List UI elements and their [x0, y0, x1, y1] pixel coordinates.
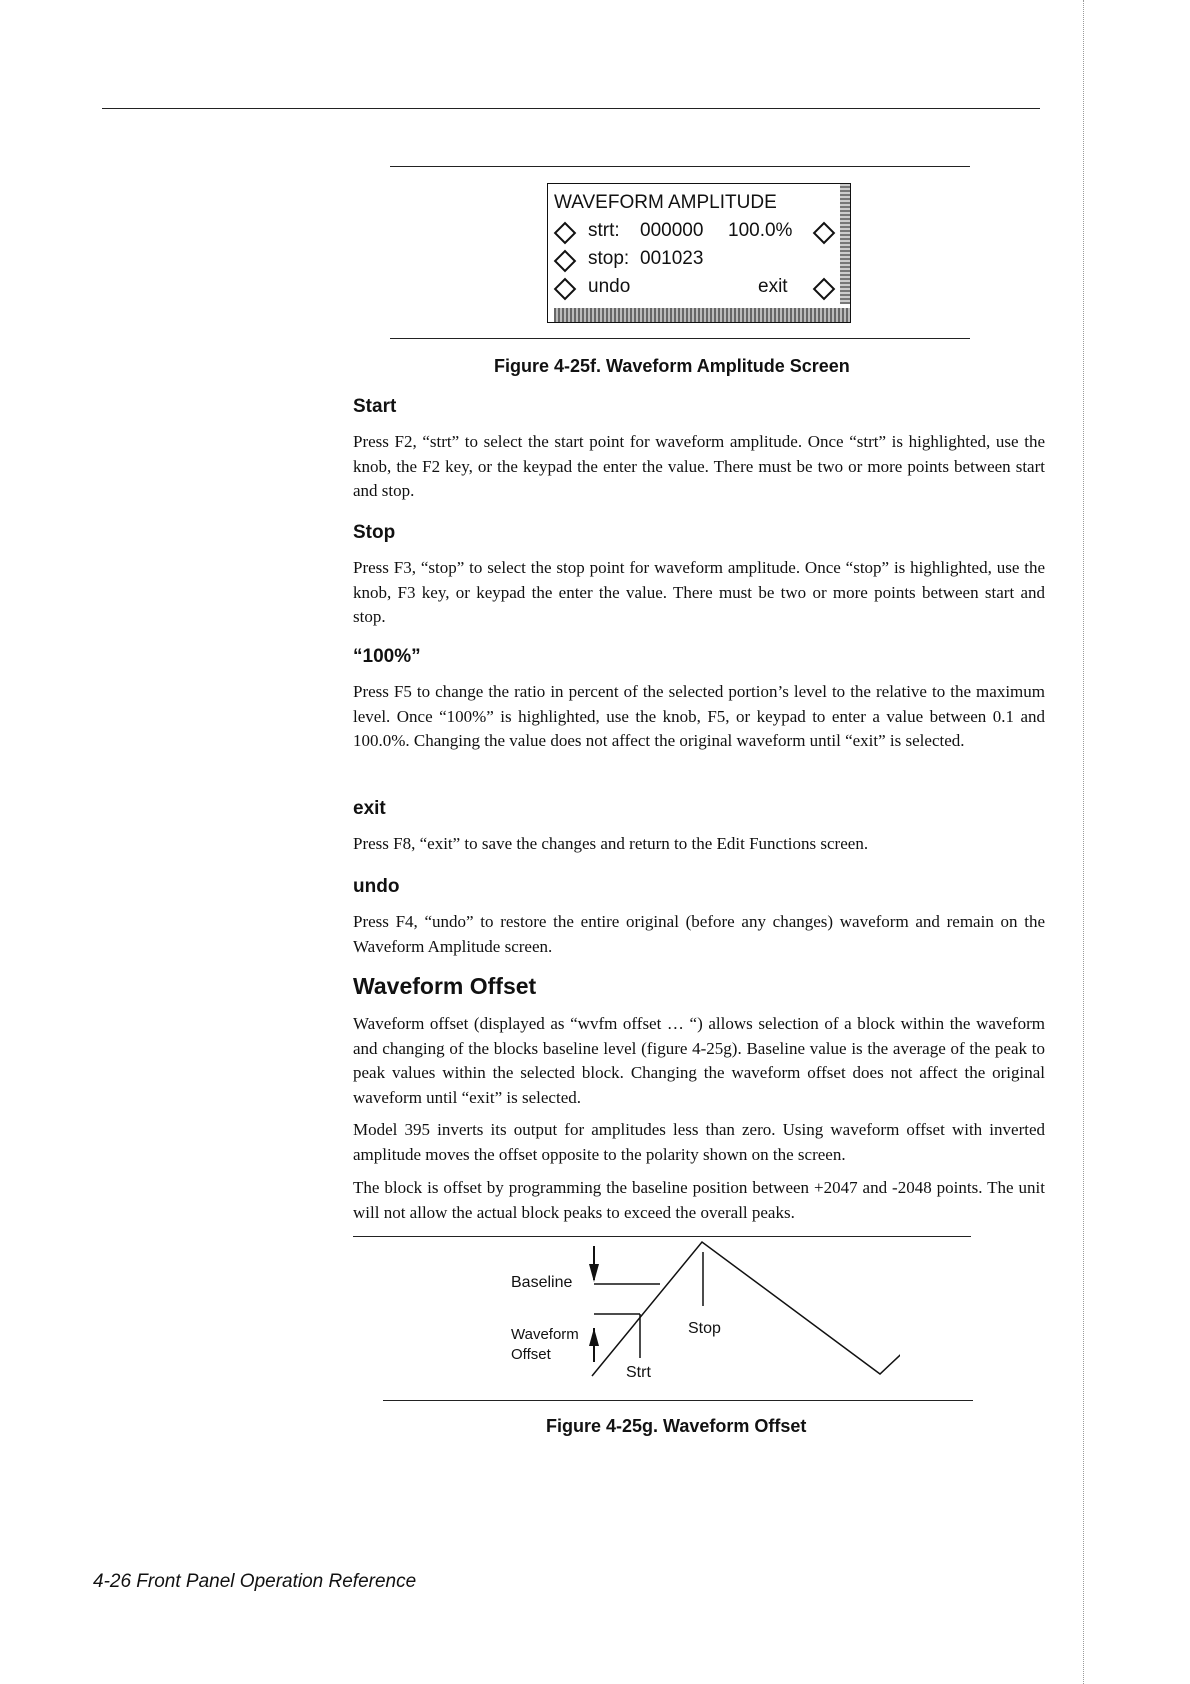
- stop-marker-label: Stop: [688, 1320, 721, 1337]
- screen-undo-label: undo: [588, 276, 631, 297]
- screen-stop-value: 001023: [640, 248, 704, 269]
- waveform-amplitude-screen: [547, 183, 851, 323]
- waveform-offset-para-2: Model 395 inverts its output for amplitudes less than zero. Using waveform offset with inverted amplitude moves the offset opposite to the polarity shown on the screen.: [353, 1120, 1045, 1164]
- waveform-offset-para-1: Waveform offset (displayed as “wvfm offset … “) allows selection of a block within the waveform and changing of the blocks baseline level (figure 4-25g). Baseline value is the average of the peak to peak values within the selected block. Changing the waveform offset does not affect the original waveform until “exit” is selected.: [353, 1014, 1045, 1107]
- waveform-offset-label-line1: Waveform: [511, 1326, 579, 1343]
- section-stop-body: Press F3, “stop” to select the stop point for waveform amplitude. Once “stop” is highlighted, use the knob, F3 key, or keypad the enter the value. There must be two or more points between start and stop.: [353, 558, 1045, 626]
- screen-scrollbar: [840, 184, 850, 304]
- waveform-offset-para-3: The block is offset by programming the baseline position between +2047 and -2048 points. The unit will not allow the actual block peaks to exceed the overall peaks.: [353, 1178, 1045, 1222]
- section-start-body: Press F2, “strt” to select the start point for waveform amplitude. Once “strt” is highlighted, use the knob, the F2 key, or the keypad the enter the value. There must be two or more points between start and stop.: [353, 432, 1045, 500]
- waveform-offset-heading: Waveform Offset: [353, 973, 537, 999]
- diamond-icon: [554, 222, 577, 245]
- section-100-body: Press F5 to change the ratio in percent of the selected portion’s level to the relative to the maximum level. Once “100%” is highlighted, use the knob, F5, or keypad to enter a value between 0.1 and 100.0%. Changing the value does not affect the original waveform until “exit” is selected.: [353, 682, 1045, 750]
- section-undo-heading: undo: [353, 876, 400, 897]
- strt-marker-label: Strt: [626, 1364, 651, 1381]
- screen-stop-label: stop:: [588, 248, 630, 269]
- screen-bottom-bar: [554, 308, 850, 322]
- diamond-icon: [554, 250, 577, 273]
- screen-start-label: strt:: [588, 220, 620, 241]
- screen-start-value: 000000: [640, 220, 704, 241]
- figure-g-bottom-rule: [383, 1400, 973, 1401]
- section-exit-body: Press F8, “exit” to save the changes and return to the Edit Functions screen.: [353, 834, 869, 853]
- screen-start-percent: 100.0%: [728, 220, 793, 241]
- diamond-icon: [813, 278, 836, 301]
- section-100-heading: “100%”: [353, 646, 421, 667]
- page-footer: 4-26 Front Panel Operation Reference: [93, 1571, 417, 1592]
- section-start-heading: Start: [353, 396, 397, 417]
- diamond-icon: [554, 278, 577, 301]
- figure-g-top-rule: [353, 1236, 971, 1237]
- baseline-label: Baseline: [511, 1274, 573, 1291]
- figure-f-top-rule: [390, 166, 970, 167]
- figure-f-bottom-rule: [390, 338, 970, 339]
- scan-edge: [1083, 0, 1084, 1684]
- figure-f-caption: Figure 4-25f. Waveform Amplitude Screen: [494, 356, 850, 376]
- figure-g-caption: Figure 4-25g. Waveform Offset: [546, 1416, 807, 1436]
- diamond-icon: [813, 222, 836, 245]
- section-stop-heading: Stop: [353, 522, 396, 543]
- screen-exit-label: exit: [758, 276, 788, 297]
- top-rule: [102, 108, 1040, 109]
- waveform-offset-label-line2: Offset: [511, 1346, 551, 1363]
- section-undo-body: Press F4, “undo” to restore the entire original (before any changes) waveform and remain on the Waveform Amplitude screen.: [353, 912, 1045, 956]
- screen-title: WAVEFORM AMPLITUDE: [554, 192, 777, 213]
- section-exit-heading: exit: [353, 798, 386, 819]
